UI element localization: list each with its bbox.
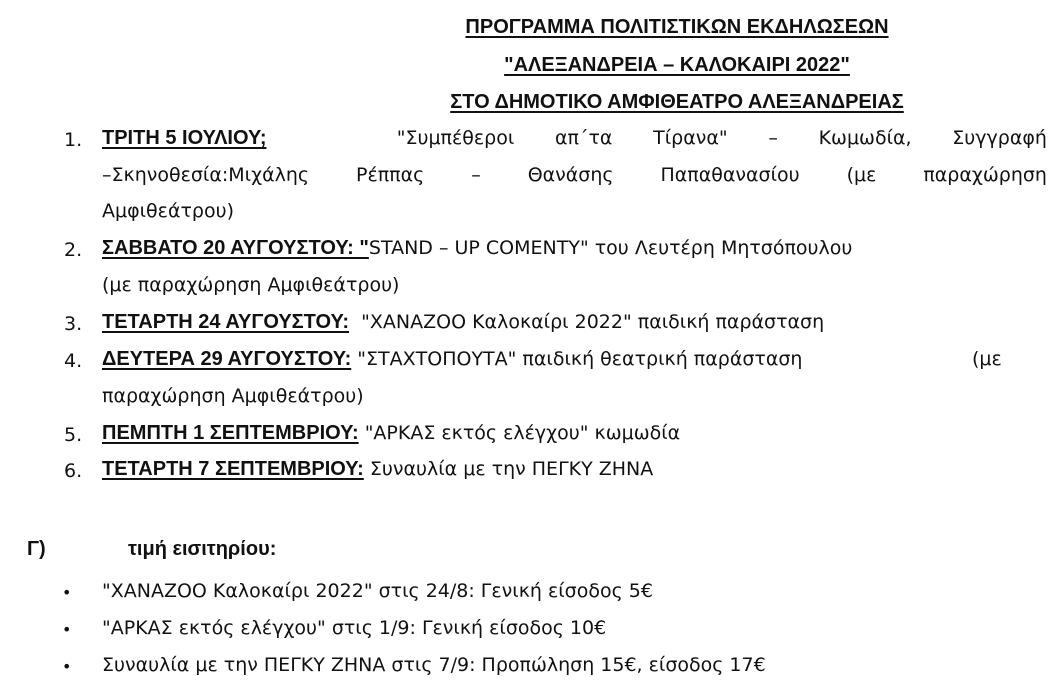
event-word: Θανάσης — [527, 164, 614, 186]
event-series-title: "ΑΛΕΞΑΝΔΡΕΙΑ – ΚΑΛΟΚΑΙΡΙ 2022" — [504, 54, 850, 76]
event-4-line-1-tail: (με — [972, 348, 1002, 370]
event-word: Παπαθανασίου — [660, 164, 800, 186]
event-date: ΔΕΥΤΕΡΑ 29 ΑΥΓΟΥΣΤΟΥ: — [102, 348, 352, 370]
event-number: 6. — [64, 460, 83, 482]
event-2-line-2: (με παραχώρηση Αμφιθεάτρου) — [102, 274, 400, 296]
event-word: Ρέππας — [356, 164, 425, 186]
event-date: ΤΡΙΤΗ 5 ΙΟΥΛΙΟΥ; — [102, 127, 267, 149]
event-description: "ΧΑΝΑΖΟΟ Καλοκαίρι 2022" παιδική παράσταση — [361, 311, 825, 333]
document-title: ΠΡΟΓΡΑΜΜΑ ΠΟΛΙΤΙΣΤΙΚΩΝ ΕΚΔΗΛΩΣΕΩΝ — [465, 16, 889, 38]
event-number: 1. — [64, 129, 83, 151]
event-1-line-2 — [102, 164, 1047, 186]
event-word: Τίρανα" — [653, 127, 728, 149]
event-word: παραχώρηση — [923, 164, 1047, 186]
price-item: "ΑΡΚΑΣ εκτός ελέγχου" στις 1/9: Γενική είσοδος 10€ — [102, 617, 607, 639]
event-number: 2. — [64, 239, 83, 261]
event-1-line-1 — [102, 127, 1047, 150]
bullet-icon: • — [62, 620, 72, 639]
event-4-line-2: παραχώρηση Αμφιθεάτρου) — [102, 385, 364, 407]
event-word: απ΄τα — [554, 127, 613, 149]
event-number: 4. — [64, 350, 83, 372]
event-date: ΣΑΒΒΑΤΟ 20 ΑΥΓΟΥΣΤΟΥ: " — [102, 237, 369, 259]
bullet-icon: • — [62, 583, 72, 602]
event-description: "ΣΤΑΧΤΟΠΟΥΤΑ" παιδική θεατρική παράσταση — [357, 348, 803, 370]
event-word: (με — [846, 164, 877, 186]
event-number: 5. — [64, 424, 83, 446]
price-item: "ΧΑΝΑΖΟΟ Καλοκαίρι 2022" στις 24/8: Γενική είσοδος 5€ — [102, 580, 653, 602]
venue-title: ΣΤΟ ΔΗΜΟΤΙΚΟ ΑΜΦΙΘΕΑΤΡΟ ΑΛΕΞΑΝΔΡΕΙΑΣ — [450, 91, 904, 113]
event-date: ΠΕΜΠΤΗ 1 ΣΕΠΤΕΜΒΡΙΟΥ: — [102, 422, 359, 444]
section-letter: Γ) — [27, 538, 46, 560]
price-item: Συναυλία με την ΠΕΓΚΥ ΖΗΝΑ στις 7/9: Προπώληση 15€, είσοδος 17€ — [102, 654, 766, 676]
event-1-line-3: Αμφιθεάτρου) — [102, 200, 234, 222]
event-word: –Σκηνοθεσία:Μιχάλης — [102, 164, 310, 186]
event-6-line-1 — [102, 458, 653, 481]
event-number: 3. — [64, 313, 83, 335]
event-word: – — [471, 164, 481, 186]
event-word: "Συμπέθεροι — [396, 127, 515, 149]
event-4-line-1 — [102, 348, 802, 371]
bullet-icon: • — [62, 657, 72, 676]
event-3-line-1 — [102, 311, 824, 334]
event-5-line-1 — [102, 422, 680, 445]
event-date: ΤΕΤΑΡΤΗ 7 ΣΕΠΤΕΜΒΡΙΟΥ: — [102, 458, 364, 480]
event-word: Συγγραφή — [952, 127, 1047, 149]
event-description: STAND – UP COMENTY" του Λευτέρη Μητσόπουλου — [368, 237, 853, 259]
event-2-line-1 — [102, 237, 852, 260]
price-heading: τιμή εισιτηρίου: — [128, 538, 277, 560]
event-description: Συναυλία με την ΠΕΓΚΥ ΖΗΝΑ — [369, 458, 654, 480]
event-word: – — [768, 127, 778, 149]
event-word: Κωμωδία, — [818, 127, 912, 149]
event-description: "ΑΡΚΑΣ εκτός ελέγχου" κωμωδία — [364, 422, 681, 444]
event-date: ΤΕΤΑΡΤΗ 24 ΑΥΓΟΥΣΤΟΥ: — [102, 311, 350, 333]
